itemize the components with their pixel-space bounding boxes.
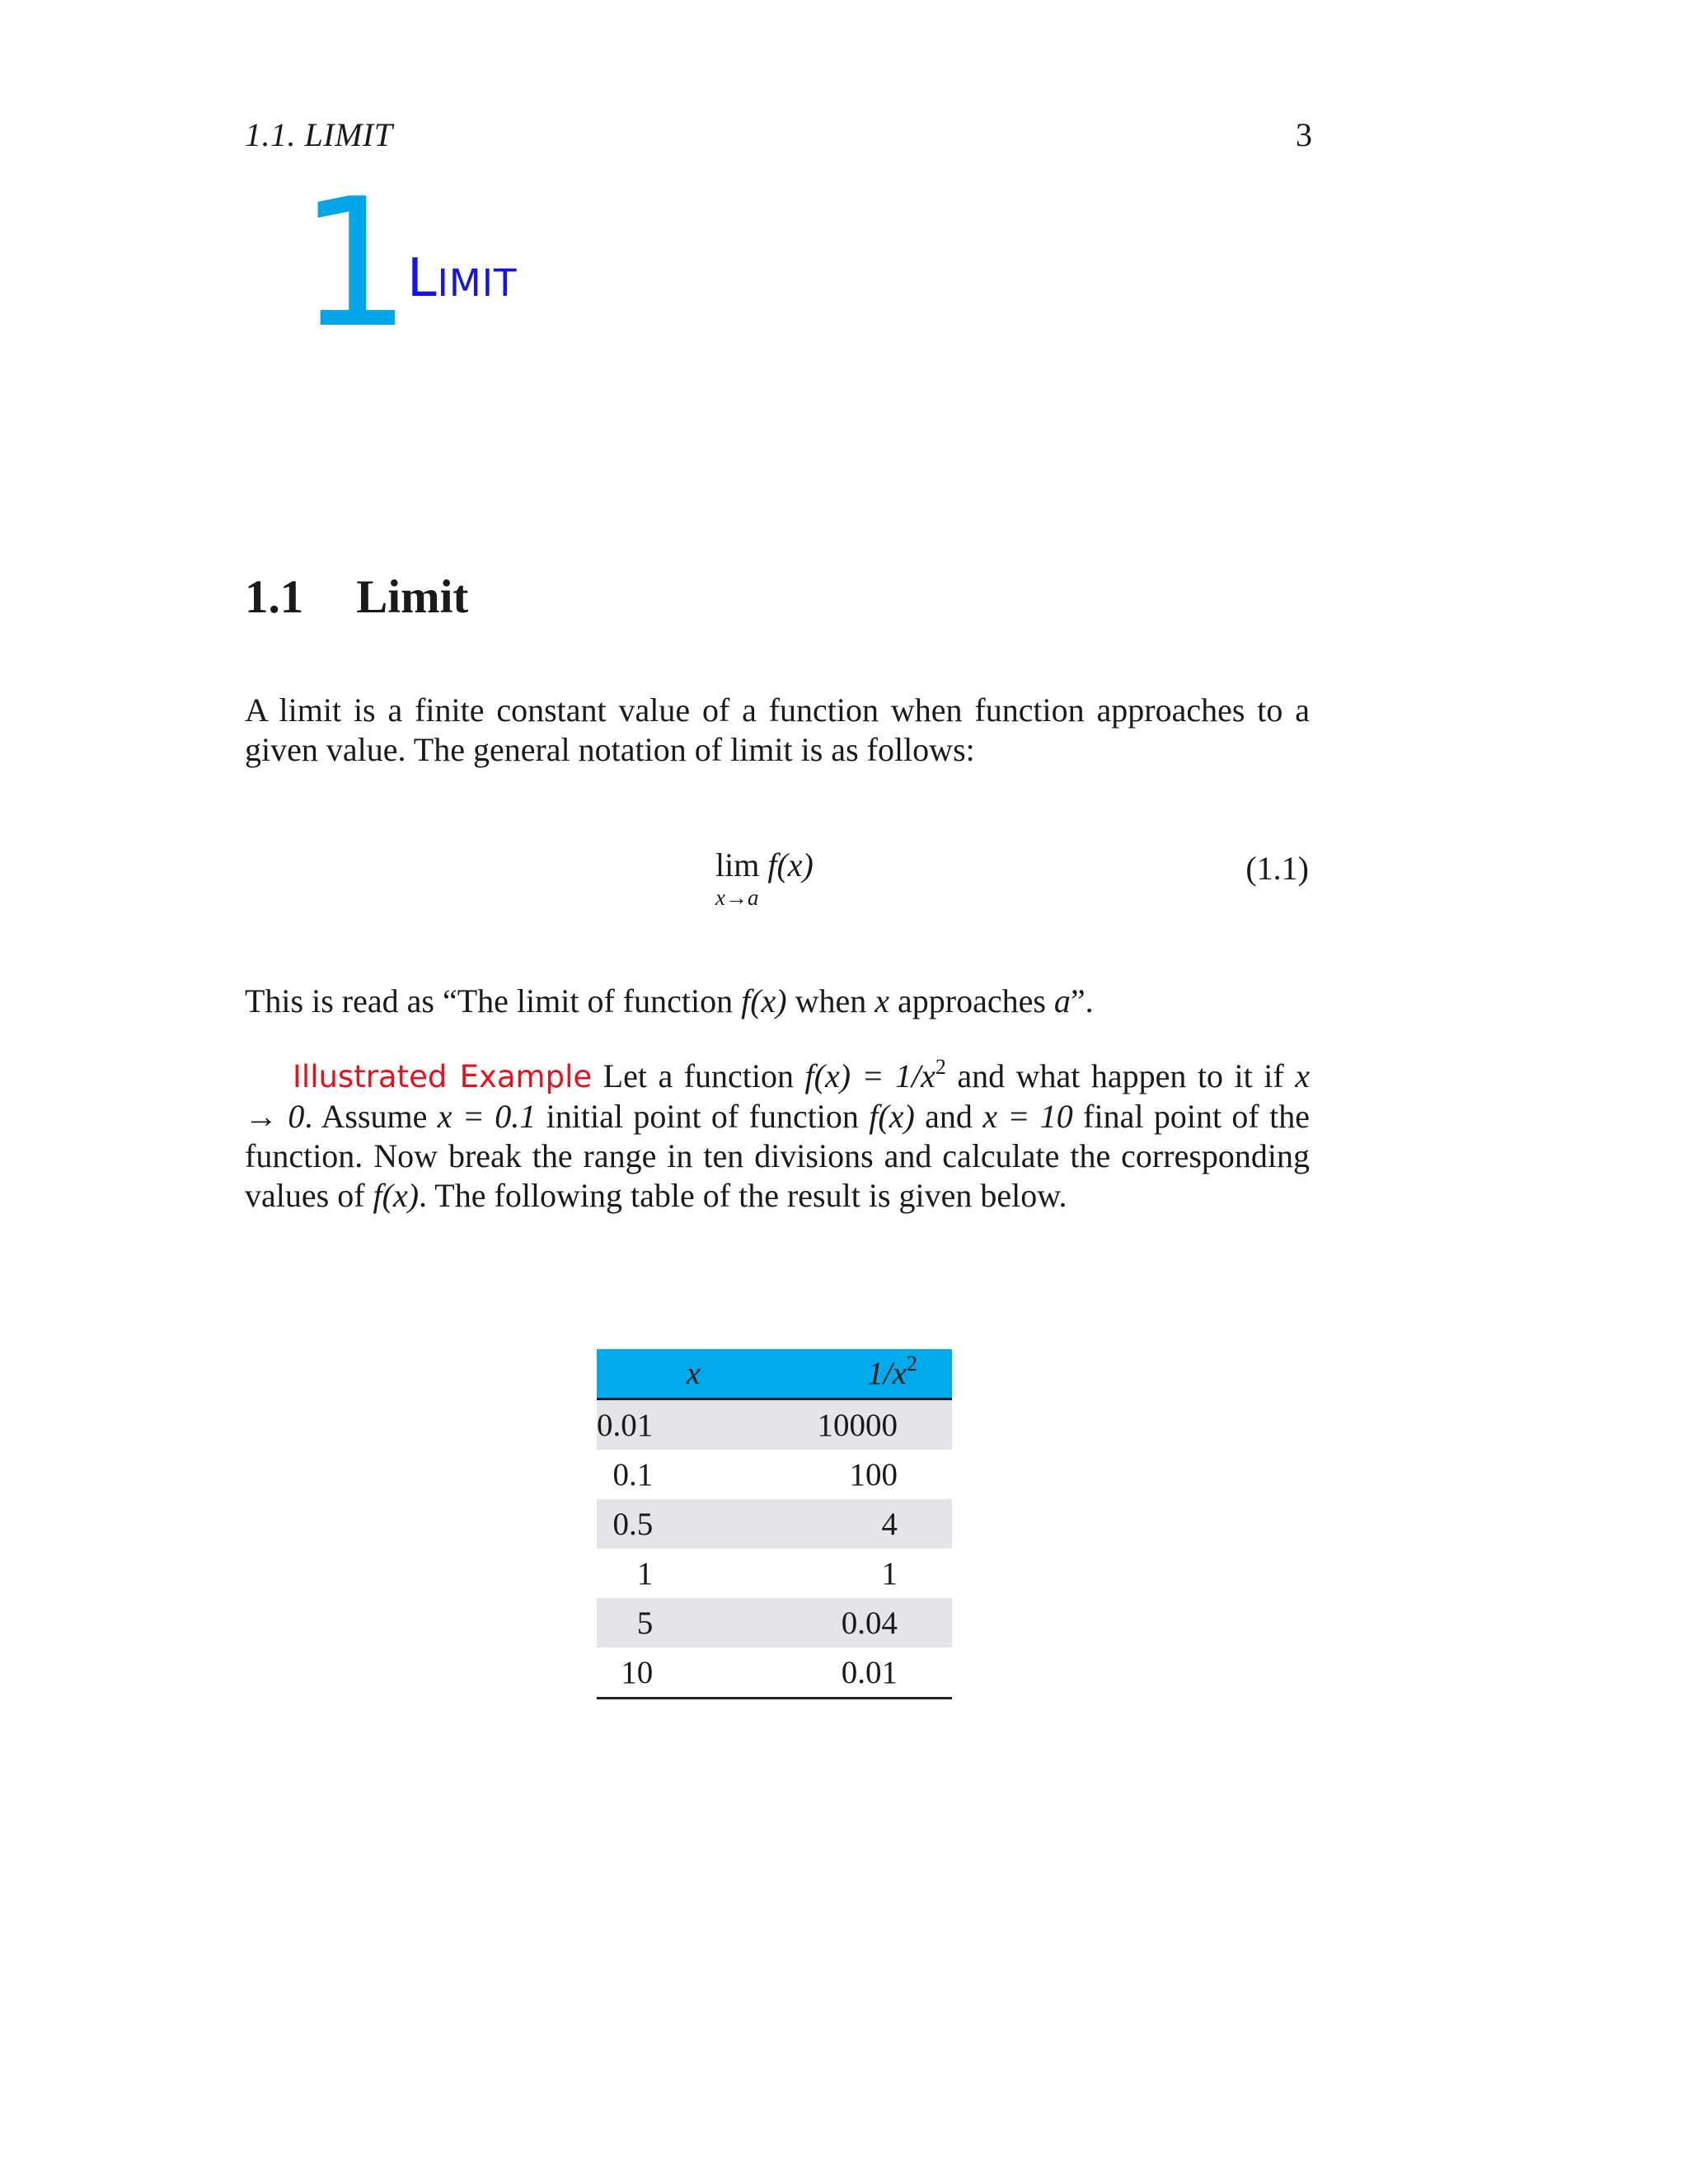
math-superscript: 2 xyxy=(935,1055,946,1079)
table-row xyxy=(597,1647,952,1699)
results-table xyxy=(597,1349,952,1699)
chapter-number: 1 xyxy=(298,160,405,367)
table-cell-x: 0.01 xyxy=(597,1399,775,1451)
read-as-text: approaches xyxy=(889,982,1054,1019)
table-row xyxy=(597,1450,952,1499)
math-fx-definition: f(x) = 1/x xyxy=(804,1057,935,1094)
running-header-title: 1.1. LIMIT xyxy=(245,116,393,153)
section-heading xyxy=(245,571,469,623)
header-superscript: 2 xyxy=(906,1352,917,1376)
intro-paragraph: A limit is a finite constant value of a function when function approaches to a given value. The general notation of limit is as follows: xyxy=(245,691,1310,768)
table-header-inverse-square xyxy=(775,1349,952,1399)
example-label: Illustrated Example xyxy=(293,1059,593,1094)
table-cell-value: 10000 xyxy=(775,1399,952,1451)
math-a: a xyxy=(1053,982,1071,1019)
table-header-row xyxy=(597,1349,952,1399)
example-text: . Assume xyxy=(304,1098,438,1135)
read-as-paragraph xyxy=(245,982,1310,1021)
lim-operator: lim xyxy=(715,846,760,883)
equation-label: (1.1) xyxy=(1245,850,1309,887)
example-text: Let a function xyxy=(592,1057,805,1094)
example-text: . The following table of the result is given below. xyxy=(419,1177,1067,1214)
equation-subscript: x→a xyxy=(715,885,759,910)
math-fx: f(x) xyxy=(741,982,787,1019)
page-number: 3 xyxy=(1296,116,1312,153)
read-as-text: This is read as “The limit of function xyxy=(245,982,742,1019)
table-cell-value: 0.04 xyxy=(775,1598,952,1647)
math-x-final: x = 10 xyxy=(982,1098,1073,1135)
example-text: initial point of function xyxy=(536,1098,870,1135)
math-x-to-0: x → 0 xyxy=(245,1057,1310,1135)
table-cell-x: 0.5 xyxy=(597,1499,775,1549)
read-as-text: ”. xyxy=(1070,982,1094,1019)
math-x-initial: x = 0.1 xyxy=(437,1098,537,1135)
table-cell-x: 1 xyxy=(636,1555,654,1591)
example-text: and what happen to it if xyxy=(945,1057,1296,1094)
example-text: and xyxy=(914,1098,983,1135)
table-cell-value: 0.01 xyxy=(775,1647,952,1699)
table-row xyxy=(597,1399,952,1451)
math-fx: f(x) xyxy=(869,1098,915,1135)
table-cell-value: 1 xyxy=(881,1555,898,1591)
table-cell-value: 100 xyxy=(849,1456,898,1493)
example-text: final point of the function. Now break the range in ten divisions and calculate the corresponding values of xyxy=(245,1098,1310,1214)
math-x: x xyxy=(874,982,889,1019)
limit-equation xyxy=(715,846,814,883)
example-paragraph xyxy=(245,1057,1310,1216)
table-row xyxy=(597,1549,952,1598)
table-row xyxy=(597,1598,952,1647)
chapter-title: Limit xyxy=(407,248,518,309)
section-title: Limit xyxy=(356,571,469,623)
table-cell-x: 0.1 xyxy=(612,1456,654,1493)
header-fraction: 1/x xyxy=(867,1356,907,1391)
table-cell-x: 5 xyxy=(597,1598,775,1647)
table-header-x: x xyxy=(597,1349,775,1399)
math-fx: f(x) xyxy=(373,1177,420,1214)
section-number: 1.1 xyxy=(245,571,304,623)
table-cell-value: 4 xyxy=(775,1499,952,1549)
table-cell-x: 10 xyxy=(597,1647,775,1699)
read-as-text: when xyxy=(786,982,875,1019)
table-row xyxy=(597,1499,952,1549)
equation-body: f(x) xyxy=(767,846,814,883)
